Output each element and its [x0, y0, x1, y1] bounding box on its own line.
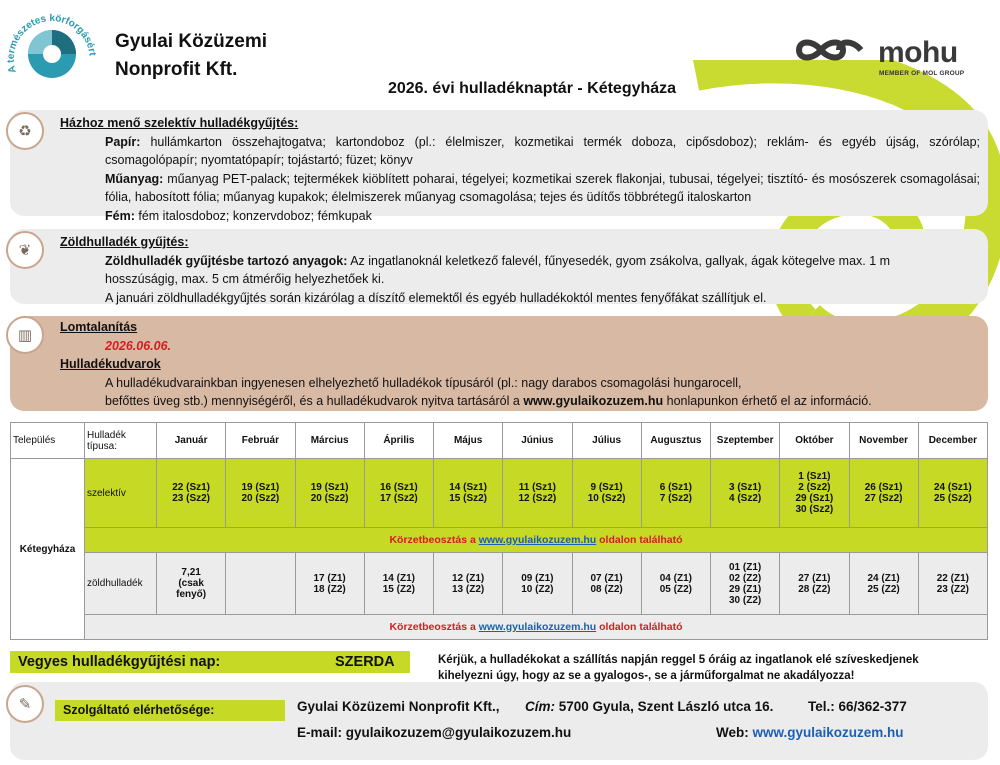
selective-cell: [641, 459, 710, 528]
leaf-icon: ❦: [6, 231, 44, 269]
mohu-brand: mohu: [878, 36, 958, 69]
header-month: Szeptember: [711, 423, 780, 459]
selective-cell: [711, 459, 780, 528]
header-month: Február: [226, 423, 295, 459]
address-value: 5700 Gyula, Szent László utca 16.: [558, 699, 774, 714]
green-waste-date: 05 (Z2): [659, 583, 692, 595]
selective-cell: [434, 459, 503, 528]
header-month: Július: [572, 423, 641, 459]
selective-date: 27 (Sz2): [864, 493, 903, 504]
green-waste-cell: [849, 553, 918, 615]
header-month: Április: [364, 423, 433, 459]
header-month: November: [849, 423, 918, 459]
yard-heading: Hulladékudvarok: [60, 357, 161, 371]
selective-section: [60, 114, 980, 225]
selective-date: 30 (Sz2): [795, 504, 834, 515]
yard-text-1: A hulladékudvarainkban ingyenesen elhelyezhető hulladékok típusáról (pl.: nagy darabos csomagolási hungarocell,: [105, 375, 742, 390]
green-waste-date: 02 (Z2): [729, 572, 762, 584]
metal-label: Fém:: [105, 208, 135, 223]
header-month: Október: [780, 423, 849, 459]
header-month: Augusztus: [641, 423, 710, 459]
green-waste-date: 15 (Z2): [382, 583, 415, 595]
selective-date: 24 (Sz1): [933, 482, 972, 493]
contact-name: Gyulai Közüzemi Nonprofit Kft.,: [297, 699, 500, 714]
yard-text-3: honlapunkon érhető el az információ.: [666, 394, 872, 408]
plastic-label: Műanyag:: [105, 171, 164, 186]
mixed-waste-day-value: SZERDA: [335, 654, 395, 670]
green-waste-cell: [711, 553, 780, 615]
selective-date: 7 (Sz2): [659, 493, 692, 504]
header-settlement: Település: [11, 423, 85, 459]
selective-type-cell: szelektív: [85, 459, 157, 528]
selective-date: 19 (Sz1): [310, 482, 349, 493]
table-header-row: [11, 423, 988, 459]
mixed-waste-day: [10, 651, 410, 673]
selective-date: 12 (Sz2): [518, 493, 557, 504]
green-waste-date: 08 (Z2): [590, 583, 623, 595]
selective-date: 29 (Sz1): [795, 493, 834, 504]
selective-heading: Házhoz menő szelektív hulladékgyűjtés:: [60, 116, 299, 130]
paper-text: hullámkarton összehajtogatva; kartondoboz (pl.: élelmiszer, kozmetikai termék doboza, cipősdoboz); reklám- és egyéb újság, szórólap; csomagolópapír; nyomtatópapír; tojástartó; füzet; könyv: [105, 134, 980, 167]
selective-cell: [157, 459, 226, 528]
green-waste-date: 30 (Z2): [729, 594, 762, 606]
green-waste-cell: [226, 553, 295, 615]
green-waste-date: 14 (Z1): [382, 572, 415, 584]
selective-date: 3 (Sz1): [729, 482, 762, 493]
contact-form-icon: ✎: [6, 685, 44, 723]
bulky-section: [60, 318, 980, 411]
furniture-icon: ▥: [6, 316, 44, 354]
green-waste-date: 25 (Z2): [867, 583, 900, 595]
bulky-heading: Lomtalanítás: [60, 320, 138, 334]
green-waste-date: 04 (Z1): [659, 572, 692, 584]
selective-cell: [572, 459, 641, 528]
metal-text: fém italosdoboz; konzervdoboz; fémkupak: [138, 208, 372, 223]
contact-email[interactable]: E-mail: gyulaikozuzem@gyulaikozuzem.hu: [297, 725, 572, 740]
header-month: Május: [434, 423, 503, 459]
mixed-waste-label: Vegyes hulladékgyűjtési nap:: [18, 654, 221, 670]
company-name-line1: Gyulai Közüzemi: [115, 31, 268, 52]
selective-date: 16 (Sz1): [379, 482, 418, 493]
selective-date: 1 (Sz1): [798, 471, 831, 482]
green-waste-cell: [918, 553, 987, 615]
selective-date: 20 (Sz2): [241, 493, 280, 504]
settlement-cell: Kétegyháza: [11, 459, 85, 640]
selective-date: 6 (Sz1): [659, 482, 692, 493]
selective-date: 17 (Sz2): [379, 493, 418, 504]
green-waste-date: 13 (Z2): [452, 583, 485, 595]
green-district-row: [11, 615, 988, 640]
mohu-subtitle: MEMBER OF MOL GROUP: [879, 70, 965, 77]
green-waste-date: 29 (Z1): [729, 583, 762, 595]
green-waste-cell: [641, 553, 710, 615]
collection-calendar-table: [10, 422, 988, 640]
green-waste-cell: [434, 553, 503, 615]
web-label: Web:: [716, 725, 749, 740]
green-waste-date: fenyő): [176, 589, 207, 600]
selective-district-row: [11, 528, 988, 553]
selective-date: 19 (Sz1): [241, 482, 280, 493]
paper-label: Papír:: [105, 134, 141, 149]
company-name-line2: Nonprofit Kft.: [115, 59, 238, 80]
green-waste-date: 24 (Z1): [867, 572, 900, 584]
plastic-text: műanyag PET-palack; tejtermékek kiöblített poharai, tégelyei; kozmetikai szerek flakonjai, tubusai, tégelyei; tisztító- és mosószerek csomagolásai; fólia, habosított fólia; műanyag kupakok; élelmiszerek műanyag csomagolása; tejes és üdítős többrétegű italoskarton: [105, 171, 980, 204]
green-waste-date: 10 (Z2): [521, 583, 554, 595]
selective-cell: [364, 459, 433, 528]
selective-date: 10 (Sz2): [587, 493, 626, 504]
selective-date: 2 (Sz2): [798, 482, 831, 493]
selective-cell: [226, 459, 295, 528]
selective-date: 26 (Sz1): [864, 482, 903, 493]
green-waste-cell: [364, 553, 433, 615]
green-section: [60, 233, 930, 307]
green-waste-date: 07 (Z1): [590, 572, 623, 584]
selective-cell: [780, 459, 849, 528]
bulky-date: 2026.06.06.: [105, 338, 172, 353]
selective-cell: [503, 459, 572, 528]
green-waste-date: 12 (Z1): [452, 572, 485, 584]
green-waste-date: (csak: [178, 578, 204, 589]
header-month: December: [918, 423, 987, 459]
selective-date: 14 (Sz1): [449, 482, 488, 493]
green-waste-cell: [157, 553, 226, 615]
contact-web: [716, 725, 904, 740]
green-january-note: A januári zöldhulladékgyűjtés során kizárólag a díszítő elemektől és egyéb hulladékoktól mentes fenyőfákat szállítjuk el.: [105, 290, 767, 305]
contact-address: [525, 699, 773, 714]
district-note-before: Körzetbeosztás a: [389, 534, 476, 546]
web-link[interactable]: www.gyulaikozuzem.hu: [752, 725, 904, 740]
address-label: Cím:: [525, 699, 555, 714]
green-waste-date: 18 (Z2): [313, 583, 346, 595]
green-heading: Zöldhulladék gyűjtés:: [60, 235, 189, 249]
selective-date: 23 (Sz2): [172, 493, 211, 504]
placement-request: Kérjük, a hulladékokat a szállítás napján reggel 5 óráig az ingatlanok elé szíveskedjenek kihelyezni úgy, hogy az se a gyalogos-, se a járműforgalmat ne akadályozza!: [438, 654, 919, 682]
district-note-after: oldalon található: [599, 621, 683, 633]
contact-label: Szolgáltató elérhetősége:: [55, 700, 285, 721]
selective-date: 25 (Sz2): [933, 493, 972, 504]
green-label: Zöldhulladék gyűjtésbe tartozó anyagok:: [105, 253, 348, 268]
green-waste-date: 17 (Z1): [313, 572, 346, 584]
selective-date: 22 (Sz1): [172, 482, 211, 493]
green-text: Az ingatlanoknál keletkező falevél, fűnyesedék, gyom zsákolva, gallyak, ágak kötegelve max. 1 m hosszúságig, max. 5 cm átmérőig helyezhetőek ki.: [105, 253, 891, 286]
page-title: 2026. évi hulladéknaptár - Kétegyháza: [387, 80, 677, 97]
header-month: Január: [157, 423, 226, 459]
header-month: Március: [295, 423, 364, 459]
selective-date: 11 (Sz1): [518, 482, 556, 493]
green-type-cell: zöldhulladék: [85, 553, 157, 615]
green-waste-cell: [572, 553, 641, 615]
selective-cell: [918, 459, 987, 528]
green-waste-row: [11, 553, 988, 615]
recycle-icon: ♻: [6, 112, 44, 150]
selective-date: 20 (Sz2): [310, 493, 349, 504]
yard-text-2: befőttes üveg stb.) mennyiségéről, és a hulladékudvarok nyitva tartásáról a: [105, 394, 520, 408]
district-note-after: oldalon található: [599, 534, 683, 546]
mohu-logo-icon: [795, 34, 867, 66]
selective-row: [11, 459, 988, 528]
selective-cell: [295, 459, 364, 528]
contact-phone: Tel.: 66/362-377: [808, 699, 907, 714]
green-waste-date: 09 (Z1): [521, 572, 554, 584]
selective-cell: [849, 459, 918, 528]
green-waste-date: 22 (Z1): [936, 572, 969, 584]
district-note: [85, 615, 988, 640]
district-link[interactable]: www.gyulaikozuzem.hu: [478, 534, 597, 546]
district-link[interactable]: www.gyulaikozuzem.hu: [478, 621, 597, 633]
green-waste-date: 01 (Z1): [729, 561, 762, 573]
green-waste-cell: [295, 553, 364, 615]
green-waste-cell: [503, 553, 572, 615]
yard-link[interactable]: www.gyulaikozuzem.hu: [523, 394, 664, 408]
company-name: [115, 28, 267, 84]
green-waste-date: 23 (Z2): [936, 583, 969, 595]
selective-date: 4 (Sz2): [729, 493, 762, 504]
selective-date: 15 (Sz2): [449, 493, 488, 504]
green-waste-date: 27 (Z1): [798, 572, 831, 584]
header-waste-type: Hulladék típusa:: [85, 423, 157, 459]
district-note: [85, 528, 988, 553]
contact-panel: [10, 682, 988, 760]
district-note-before: Körzetbeosztás a: [389, 621, 476, 633]
svg-text:A természetes körforgásért: A természetes körforgásért: [5, 13, 98, 75]
selective-date: 9 (Sz1): [590, 482, 623, 493]
header-month: Június: [503, 423, 572, 459]
green-waste-cell: [780, 553, 849, 615]
green-waste-date: 7,21: [181, 567, 201, 578]
green-waste-date: 28 (Z2): [798, 583, 831, 595]
